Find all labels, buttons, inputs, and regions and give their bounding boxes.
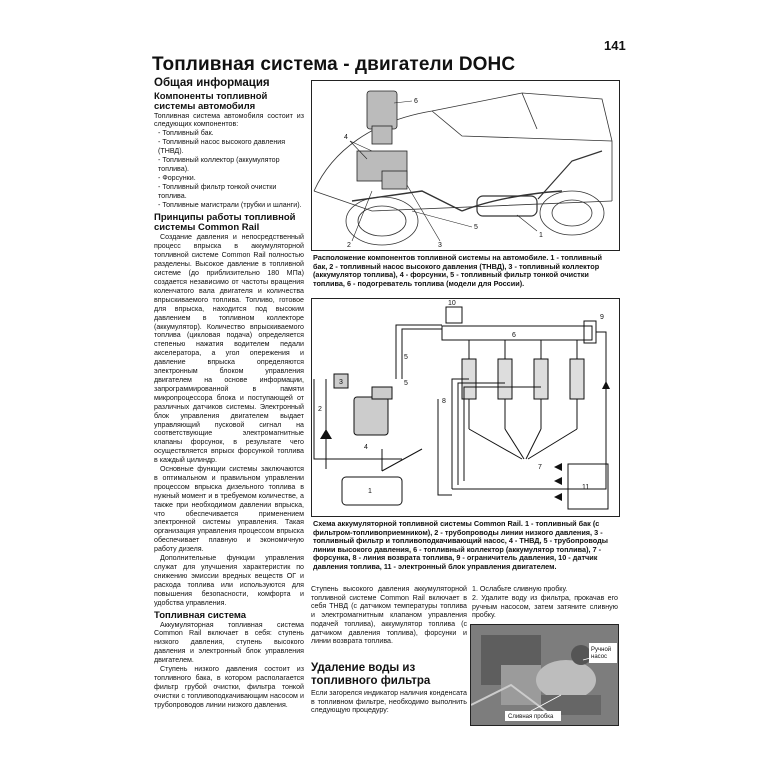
page-number: 141	[604, 38, 626, 53]
fig2-label: 11	[582, 484, 590, 491]
list-item: - Топливный фильтр тонкой очистки топлива.	[158, 182, 277, 200]
fuel-paragraph-1: Аккумуляторная топливная система Common Rail включает в себя: ступень низкого давления, ступень высокого давления и электронный блок управления двигателем.	[154, 620, 304, 665]
fig1-label: 5	[474, 224, 478, 231]
water-removal-paragraph: Если загорелся индикатор наличия конденсата в топливном фильтре, необходимо выполнить следующую процедуру:	[311, 689, 467, 715]
left-column	[154, 76, 304, 710]
list-item: - Топливный коллектор (аккумулятор топлива).	[158, 156, 280, 173]
fig2-label: 2	[318, 406, 322, 413]
step-2: 2. Удалите воду из фильтра, прокачав его ручным насосом, затем затяните сливную пробку.	[472, 594, 618, 620]
figure-common-rail-scheme	[311, 298, 620, 517]
middle-column-text: Ступень высокого давления аккумуляторной топливной системе Common Rail включает в себя ТНВД (с датчиком температуры топлива и электромагнитным клапаном управления подачей топлива), аккумулятор топлива (с датчиком давления топлива), форсунки и линии возврата топлива.	[311, 585, 467, 646]
principles-paragraph-3: Дополнительные функции управления служат для улучшения характеристик по снижению эмиссии вредных веществ ОГ и расхода топлива или используются для повышения безопасности, комфорта и удобства управления.	[154, 554, 304, 607]
heading-principles: Принципы работы топливной системы Common Rail	[154, 212, 296, 234]
figure-2-caption: Схема аккумуляторной топливной системы Common Rail. 1 - топливный бак (с фильтром-топливоприемником), 2 - трубопроводы линии низкого давления, 3 - топливный фильтр и топливоподкачивающий насос, 4 - ТНВД, 5 - трубопроводы линии высокого давления, 6 - топливный коллектор (аккумулятор топлива), 7 - форсунка, 8 - линия возврата топлива, 9 - ограничитель давления, 10 - датчик давления топлива, 11 - электронный блок управления двигателем.	[313, 519, 608, 571]
label-hand-pump: Ручной насос	[591, 647, 612, 660]
fig2-label: 3	[339, 379, 343, 386]
fig2-label: 5	[404, 380, 408, 387]
page-title: Топливная система - двигатели DOHC	[152, 54, 516, 75]
fig2-label: 7	[538, 464, 542, 471]
fig2-label: 10	[448, 300, 456, 307]
step-1: 1. Ослабьте сливную пробку.	[472, 585, 568, 593]
list-item: - Форсунки.	[158, 173, 196, 182]
engine-photo-illustration	[471, 625, 618, 725]
principles-paragraph-2: Основные функции системы заключаются в оптимальном и правильном управлении процессом впрыска дизельного топлива в нужный момент и в требуемом количестве, а также при необходимом давлении впрыска, что обеспечивается применением электронной системы управления. Такая организация управления процессом впрыска обеспечивает плавную и экономичную работу дизеля.	[154, 465, 304, 554]
fig2-label: 4	[364, 444, 368, 451]
components-intro: Топливная система автомобиля состоит из следующих компонентов:	[154, 111, 304, 129]
fig2-label: 9	[600, 314, 604, 321]
heading-general: Общая информация	[154, 77, 270, 89]
list-item: - Топливные магистрали (трубки и шланги).	[158, 200, 302, 209]
label-drain-plug: Сливная пробка	[508, 714, 554, 720]
heading-water-removal: Удаление воды из топливного фильтра	[311, 662, 431, 687]
fig2-label: 6	[512, 332, 516, 339]
principles-paragraph-1: Создание давления и непосредственный процесс впрыска в аккумуляторной топливной системе Common Rail полностью разделены. Высокое давление в топливной системе (до приблизительно 180 МПа) создается независимо от частоты вращения коленчатого вала двигателя и количества впрыскиваемого топлива. Топливо, готовое для впрыска, находится под высоким давлением в топливном коллекторе (аккумулятор). Количество впрыскиваемого топлива (цикловая подача) определяется степенью нажатия водителем педали акселератора, а угол опережения и давление впрыска определяются электронным блоком управления двигателем на основе информации, запрограммированной в памяти микропроцессора блока и поступающей от различных датчиков системы. Электронный блок управления двигателем выдает управляющий пусковой сигнал на соответствующие электромагнитные клапаны форсунок, в результате чего осуществляется впрыск форсункой топлива в каждый цилиндр.	[154, 233, 304, 465]
fig2-label: 8	[442, 398, 446, 405]
figure-vehicle-layout	[311, 80, 620, 251]
heading-components: Компоненты топливной системы автомобиля	[154, 90, 268, 112]
fig1-label: 4	[344, 134, 348, 141]
fig1-label: 1	[539, 232, 543, 239]
list-item: - Топливный насос высокого давления (ТНВД).	[158, 138, 286, 156]
fig2-label: 1	[368, 488, 372, 495]
scheme-diagram	[312, 299, 619, 516]
vehicle-illustration	[312, 81, 619, 250]
fig2-label: 5	[404, 354, 408, 361]
fig1-label: 3	[438, 242, 442, 249]
heading-fuel-system: Топливная система	[154, 609, 247, 621]
figure-engine-photo	[470, 624, 619, 726]
list-item: - Топливный бак.	[158, 129, 214, 138]
fig1-label: 6	[414, 98, 418, 105]
figure-1-caption: Расположение компонентов топливной системы на автомобиле. 1 - топливный бак, 2 - топливный насос высокого давления (ТНВД), 3 - топливный коллектор (аккумулятор топлива), 4 - форсунки, 5 - топливный фильтр тонкой очистки топлива, 6 - подогреватель топлива (модели для России).	[313, 253, 603, 288]
fig1-label: 2	[347, 242, 351, 249]
fuel-paragraph-2: Ступень низкого давления состоит из топливного бака, в котором располагается фильтр грубой очистки, фильтра тонкой очистки с топливоподкачивающим насосом и трубопроводов линии низкого давления.	[154, 665, 304, 709]
